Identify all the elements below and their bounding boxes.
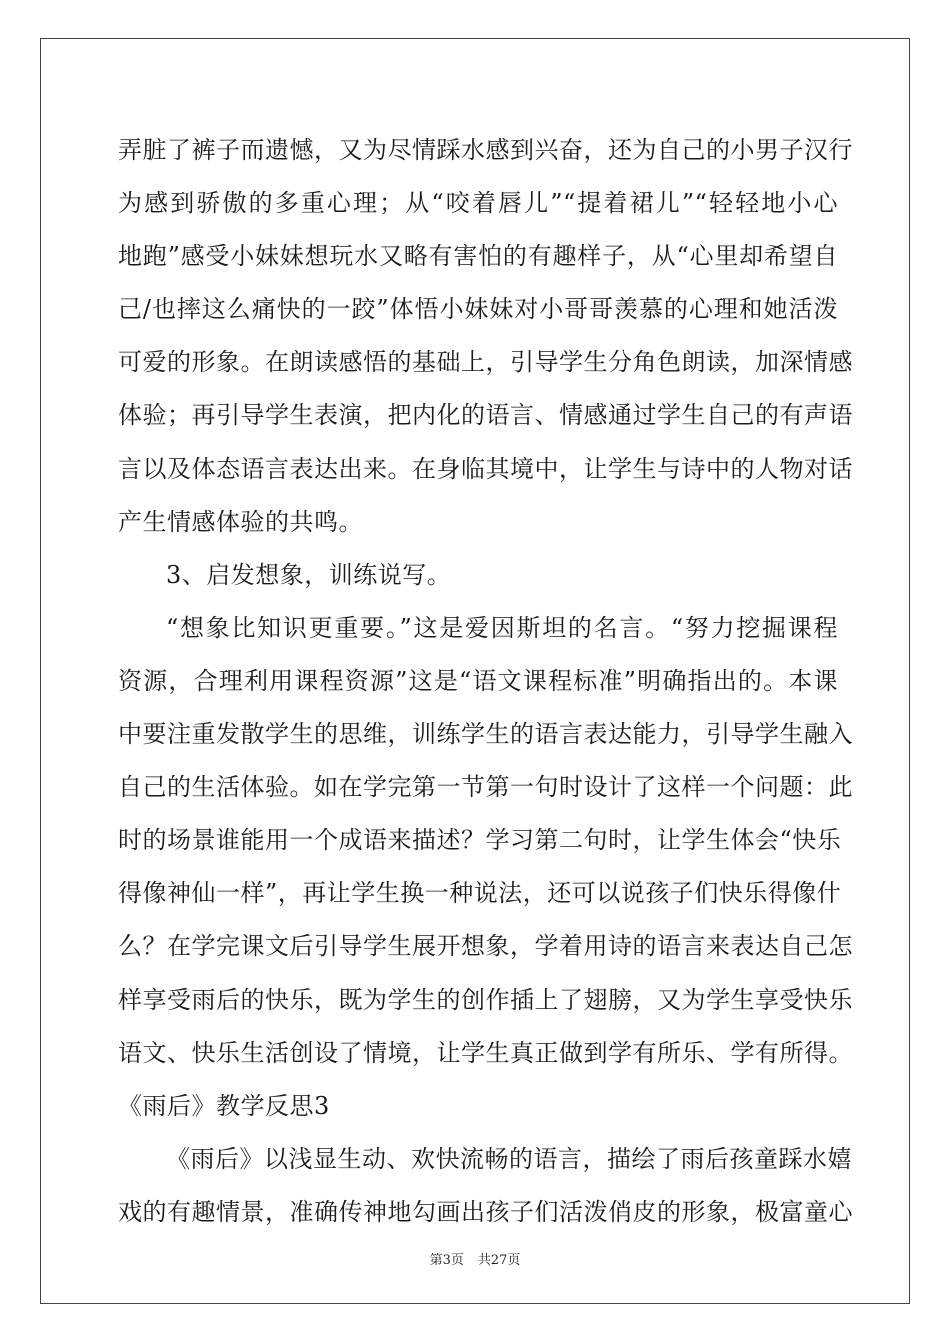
section-heading: 3、启发想象，训练说写。	[166, 560, 452, 589]
document-title: 《雨后》教学反思3	[118, 1091, 330, 1120]
paragraph-line: 言以及体态语言表达出来。在身临其境中，让学生与诗中的人物对话	[118, 454, 853, 483]
paragraph-line: 自己的生活体验。如在学完第一节第一句时设计了这样一个问题：此	[118, 773, 853, 802]
paragraph-line: 戏的有趣情景，准确传神地勾画出孩子们活泼俏皮的形象，极富童心	[118, 1197, 853, 1226]
page-footer	[0, 1249, 950, 1268]
paragraph-line: 得像神仙一样”，再让学生换一种说法，还可以说孩子们快乐得像什	[118, 879, 842, 908]
paragraph-line: “想象比知识更重要。”这是爱因斯坦的名言。“努力挖掘课程	[166, 613, 838, 642]
paragraph-line: 地跑”感受小妹妹想玩水又略有害怕的有趣样子，从“心里却希望自	[118, 242, 838, 271]
paragraph-line: 资源，合理利用课程资源”这是“语文课程标准”明确指出的。本课	[118, 666, 838, 695]
paragraph-line: 《雨后》以浅显生动、欢快流畅的语言，描绘了雨后孩童踩水嬉	[166, 1144, 852, 1173]
paragraph-line: 时的场景谁能用一个成语来描述？学习第二句时，让学生体会“快乐	[118, 826, 842, 855]
paragraph-line: 为感到骄傲的多重心理；从“咬着唇儿”“提着裙儿”“轻轻地小心	[118, 189, 838, 218]
document-body	[118, 124, 853, 1239]
paragraph-line: 产生情感体验的共鸣。	[118, 507, 363, 536]
page-number: 第3页	[429, 1253, 464, 1268]
paragraph-line: 么？在学完课文后引导学生展开想象，学着用诗的语言来表达自己怎	[118, 932, 853, 961]
paragraph-line: 弄脏了裤子而遗憾，又为尽情踩水感到兴奋，还为自己的小男子汉行	[118, 136, 853, 164]
paragraph-line: 可爱的形象。在朗读感悟的基础上，引导学生分角色朗读，加深情感	[118, 348, 853, 377]
paragraph-line: 样享受雨后的快乐，既为学生的创作插上了翅膀，又为学生享受快乐	[118, 985, 853, 1014]
paragraph-line: 己/也摔这么痛快的一跤”体悟小妹妹对小哥哥羡慕的心理和她活泼	[118, 295, 838, 324]
total-pages: 共27页	[477, 1253, 521, 1268]
paragraph-line: 语文、快乐生活创设了情境，让学生真正做到学有所乐、学有所得。	[118, 1038, 853, 1067]
paragraph-line: 体验；再引导学生表演，把内化的语言、情感通过学生自己的有声语	[118, 401, 853, 430]
paragraph-line: 中要注重发散学生的思维，训练学生的语言表达能力，引导学生融入	[118, 720, 853, 749]
